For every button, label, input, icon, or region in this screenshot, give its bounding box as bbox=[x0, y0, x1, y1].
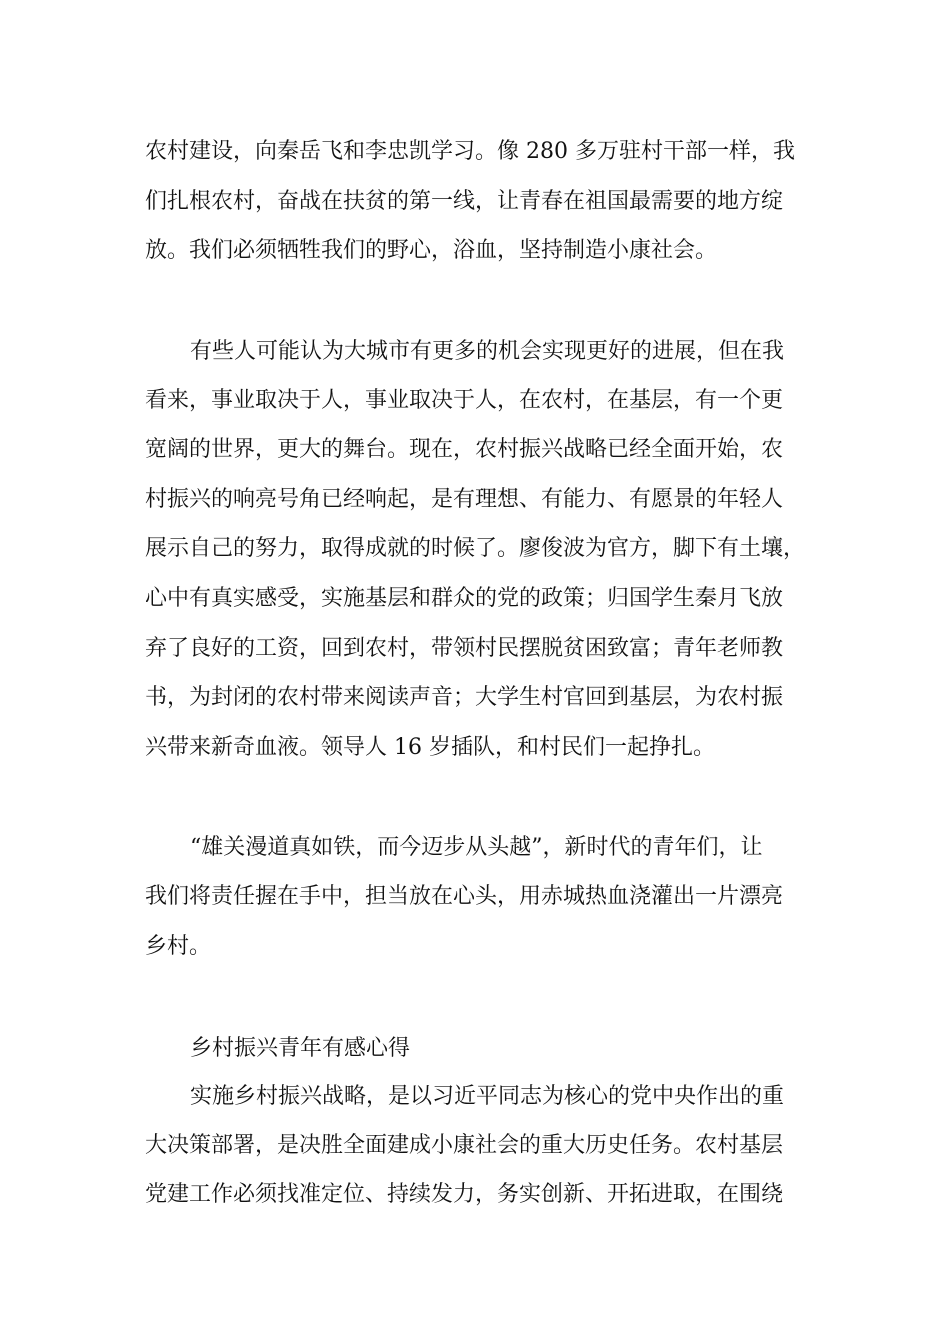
paragraph-line: 们扎根农村，奋战在扶贫的第一线，让青春在祖国最需要的地方绽 bbox=[145, 189, 784, 214]
paragraph-line: 书，为封闭的农村带来阅读声音；大学生村官回到基层，为农村振 bbox=[145, 685, 784, 710]
paragraph-line: 乡村。 bbox=[145, 934, 212, 959]
paragraph-line: 实施乡村振兴战略，是以习近平同志为核心的党中央作出的重 bbox=[190, 1084, 785, 1109]
paragraph-line: 党建工作必须找准定位、持续发力，务实创新、开拓进取，在围绕 bbox=[145, 1182, 784, 1207]
paragraph-line: 兴带来新奇血液。领导人 16 岁插队，和村民们一起挣扎。 bbox=[145, 735, 715, 760]
paragraph-line: 展示自己的努力，取得成就的时候了。廖俊波为官方，脚下有土壤， bbox=[145, 536, 806, 561]
paragraph-line: 农村建设，向秦岳飞和李忠凯学习。像 280 多万驻村干部一样，我 bbox=[145, 139, 795, 164]
paragraph-line: 放。我们必须牺牲我们的野心，浴血，坚持制造小康社会。 bbox=[145, 238, 718, 263]
paragraph-line: 村振兴的响亮号角已经响起，是有理想、有能力、有愿景的年轻人 bbox=[145, 487, 784, 512]
paragraph-line: 有些人可能认为大城市有更多的机会实现更好的进展，但在我 bbox=[190, 339, 785, 364]
paragraph-line: 大决策部署，是决胜全面建成小康社会的重大历史任务。农村基层 bbox=[145, 1133, 784, 1158]
section-heading-text: 乡村振兴青年有感心得 bbox=[190, 1036, 411, 1061]
paragraph-line: “雄关漫道真如铁，而今迈步从头越”，新时代的青年们，让 bbox=[190, 835, 763, 860]
paragraph-line: 我们将责任握在手中，担当放在心头，用赤城热血浇灌出一片漂亮 bbox=[145, 884, 784, 909]
paragraph-line: 弃了良好的工资，回到农村，带领村民摆脱贫困致富；青年老师教 bbox=[145, 636, 784, 661]
paragraph-line: 宽阔的世界，更大的舞台。现在，农村振兴战略已经全面开始，农 bbox=[145, 437, 784, 462]
paragraph-line: 看来，事业取决于人，事业取决于人，在农村，在基层，有一个更 bbox=[145, 388, 784, 413]
paragraph-line: 心中有真实感受，实施基层和群众的党的政策；归国学生秦月飞放 bbox=[145, 586, 784, 611]
